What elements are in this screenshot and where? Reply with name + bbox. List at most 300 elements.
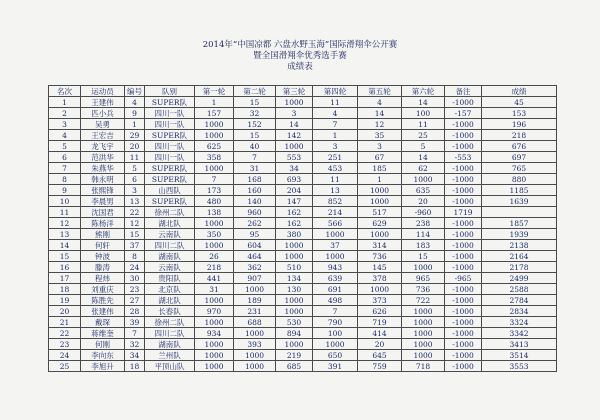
- table-cell: 1000: [276, 339, 313, 350]
- table-cell: -1000: [445, 174, 482, 185]
- table-cell: 219: [276, 350, 313, 361]
- table-cell: 李晨男: [81, 196, 125, 207]
- table-row: [49, 97, 557, 108]
- table-row: [49, 218, 557, 229]
- table-cell: 722: [402, 295, 445, 306]
- table-cell: SUPER队: [145, 97, 195, 108]
- table-cell: 510: [276, 262, 313, 273]
- table-cell: 11: [49, 207, 81, 218]
- table-cell: 32: [234, 108, 276, 119]
- table-cell: 604: [234, 240, 276, 251]
- table-cell: 蒋维奎: [81, 328, 125, 339]
- table-row: [49, 240, 557, 251]
- table-cell: 湖北队: [145, 218, 195, 229]
- table-cell: 四川一队: [145, 152, 195, 163]
- table-cell: -1000: [445, 350, 482, 361]
- table-row: [49, 361, 557, 372]
- table-cell: 1000: [402, 339, 445, 350]
- table-cell: 688: [234, 317, 276, 328]
- table-row: [49, 317, 557, 328]
- table-cell: 960: [234, 207, 276, 218]
- table-cell: 3: [313, 141, 358, 152]
- table-cell: 934: [195, 328, 234, 339]
- table-cell: 4: [358, 97, 402, 108]
- table-cell: 362: [234, 262, 276, 273]
- table-cell: 1000: [234, 350, 276, 361]
- table-cell: 王建伟: [81, 97, 125, 108]
- column-header: 第五轮: [358, 86, 402, 97]
- table-row: [49, 163, 557, 174]
- table-cell: 9: [49, 185, 81, 196]
- table-cell: -1000: [445, 229, 482, 240]
- table-cell: 880: [482, 174, 557, 185]
- table-cell: 13: [313, 185, 358, 196]
- table-row: [49, 141, 557, 152]
- table-cell: 范洪华: [81, 152, 125, 163]
- results-table: [48, 85, 557, 372]
- table-cell: 625: [195, 141, 234, 152]
- table-cell: 39: [125, 317, 145, 328]
- table-cell: 498: [313, 295, 358, 306]
- table-cell: 1000: [195, 218, 234, 229]
- table-cell: 四川二队: [145, 328, 195, 339]
- table-row: [49, 207, 557, 218]
- table-row: [49, 339, 557, 350]
- table-cell: 645: [358, 350, 402, 361]
- table-cell: 3514: [482, 350, 557, 361]
- table-cell: 965: [402, 273, 445, 284]
- main-title: 2014年“中国凉都 六盘水野玉海”国际滑翔伞公开赛: [202, 40, 398, 50]
- table-cell: 7: [234, 152, 276, 163]
- table-cell: 1000: [313, 339, 358, 350]
- table-cell: 11: [313, 97, 358, 108]
- table-cell: 13: [125, 196, 145, 207]
- table-cell: 1000: [402, 174, 445, 185]
- table-cell: 9: [125, 108, 145, 119]
- table-cell: 16: [49, 262, 81, 273]
- table-cell: -1000: [445, 119, 482, 130]
- header-row: [49, 86, 557, 97]
- table-cell: 云南队: [145, 229, 195, 240]
- table-cell: 145: [358, 262, 402, 273]
- table-cell: 37: [313, 240, 358, 251]
- table-cell: 2: [49, 108, 81, 119]
- table-cell: 7: [195, 174, 234, 185]
- column-header: 第六轮: [402, 86, 445, 97]
- table-cell: 1000: [358, 185, 402, 196]
- table-cell: 635: [402, 185, 445, 196]
- table-cell: 何轩: [81, 240, 125, 251]
- table-cell: 7: [313, 119, 358, 130]
- table-cell: 8: [49, 174, 81, 185]
- table-cell: 453: [313, 163, 358, 174]
- table-cell: 907: [234, 273, 276, 284]
- table-cell: 1000: [195, 317, 234, 328]
- table-cell: 李旭升: [81, 361, 125, 372]
- column-header: 第三轮: [276, 86, 313, 97]
- table-cell: 183: [402, 240, 445, 251]
- table-cell: 1719: [445, 207, 482, 218]
- table-cell: 189: [234, 295, 276, 306]
- column-header: 成绩: [482, 86, 557, 97]
- table-cell: 1000: [402, 306, 445, 317]
- column-header: 运动员: [81, 86, 125, 97]
- table-cell: 970: [195, 306, 234, 317]
- table-cell: 21: [49, 317, 81, 328]
- table-cell: 1000: [313, 229, 358, 240]
- table-cell: 平顶山队: [145, 361, 195, 372]
- table-cell: 4: [313, 108, 358, 119]
- table-cell: 3413: [482, 339, 557, 350]
- table-cell: 18: [49, 284, 81, 295]
- table-cell: 1000: [195, 130, 234, 141]
- table-cell: 陈胜先: [81, 295, 125, 306]
- table-cell: 790: [313, 317, 358, 328]
- table-cell: -1000: [445, 262, 482, 273]
- table-cell: 691: [313, 284, 358, 295]
- column-header: 编号: [125, 86, 145, 97]
- table-cell: 2164: [482, 251, 557, 262]
- table-cell: 4: [49, 130, 81, 141]
- table-cell: 441: [195, 273, 234, 284]
- table-cell: 1000: [195, 350, 234, 361]
- table-cell: 30: [125, 273, 145, 284]
- table-row: [49, 350, 557, 361]
- table-cell: 何刚: [81, 339, 125, 350]
- table-cell: 1: [358, 174, 402, 185]
- table-cell: 218: [195, 262, 234, 273]
- table-cell: 639: [313, 273, 358, 284]
- table-cell: 142: [276, 130, 313, 141]
- table-cell: 1000: [195, 240, 234, 251]
- table-cell: 152: [234, 119, 276, 130]
- table-cell: 231: [234, 306, 276, 317]
- table-cell: 12: [358, 119, 402, 130]
- table-cell: 13: [49, 229, 81, 240]
- table-cell: 3: [49, 119, 81, 130]
- table-cell: 34: [125, 350, 145, 361]
- table-cell: 34: [276, 163, 313, 174]
- table-cell: 566: [313, 218, 358, 229]
- table-cell: 1000: [358, 196, 402, 207]
- table-cell: 匹小兵: [81, 108, 125, 119]
- table-cell: 693: [276, 174, 313, 185]
- table-cell: 龙飞宇: [81, 141, 125, 152]
- table-cell: 100: [313, 328, 358, 339]
- table-cell: SUPER队: [145, 196, 195, 207]
- table-cell: -960: [402, 207, 445, 218]
- table-cell: 3: [276, 108, 313, 119]
- table-cell: 1000: [276, 306, 313, 317]
- table-cell: 697: [482, 152, 557, 163]
- table-cell: 204: [276, 185, 313, 196]
- table-cell: 517: [358, 207, 402, 218]
- table-row: [49, 108, 557, 119]
- table-cell: 3324: [482, 317, 557, 328]
- table-cell: 15: [49, 251, 81, 262]
- table-cell: 350: [195, 229, 234, 240]
- table-cell: 25: [402, 130, 445, 141]
- table-cell: 45: [482, 97, 557, 108]
- table-cell: 1000: [195, 295, 234, 306]
- table-cell: 1000: [358, 284, 402, 295]
- table-cell: 24: [125, 262, 145, 273]
- table-cell: 3: [125, 185, 145, 196]
- table-cell: 378: [358, 273, 402, 284]
- table-cell: 2588: [482, 284, 557, 295]
- table-cell: 11: [402, 119, 445, 130]
- table-cell: 10: [49, 196, 81, 207]
- table-cell: 214: [313, 207, 358, 218]
- table-cell: 218: [482, 130, 557, 141]
- table-cell: 1000: [234, 361, 276, 372]
- table-cell: 刘重庆: [81, 284, 125, 295]
- table-cell: 陈杨洋: [81, 218, 125, 229]
- table-cell: 40: [234, 141, 276, 152]
- table-cell: 35: [358, 130, 402, 141]
- table-row: [49, 152, 557, 163]
- table-cell: 22: [125, 207, 145, 218]
- table-cell: 20: [125, 141, 145, 152]
- table-cell: 626: [358, 306, 402, 317]
- table-cell: -157: [445, 108, 482, 119]
- table-row: [49, 229, 557, 240]
- table-cell: 2499: [482, 273, 557, 284]
- table-cell: 20: [49, 306, 81, 317]
- table-cell: 湖南队: [145, 251, 195, 262]
- table-cell: 湖北队: [145, 295, 195, 306]
- table-cell: 沈国君: [81, 207, 125, 218]
- table-cell: 吴勇: [81, 119, 125, 130]
- table-cell: 414: [358, 328, 402, 339]
- table-cell: 7: [125, 328, 145, 339]
- table-cell: 943: [313, 262, 358, 273]
- table-cell: -1000: [445, 251, 482, 262]
- table-cell: 114: [402, 229, 445, 240]
- table-cell: 15: [234, 130, 276, 141]
- table-cell: 314: [358, 240, 402, 251]
- table-cell: 24: [49, 350, 81, 361]
- table-cell: 徐州二队: [145, 317, 195, 328]
- table-cell: 852: [313, 196, 358, 207]
- table-cell: 18: [125, 361, 145, 372]
- table-cell: -1000: [445, 317, 482, 328]
- table-cell: 100: [402, 108, 445, 119]
- table-row: [49, 196, 557, 207]
- table-cell: 四川一队: [145, 119, 195, 130]
- table-cell: 22: [49, 328, 81, 339]
- table-cell: 1000: [358, 229, 402, 240]
- table-cell: 滕涛: [81, 262, 125, 273]
- table-cell: 358: [195, 152, 234, 163]
- table-cell: 1939: [482, 229, 557, 240]
- table-cell: SUPER队: [145, 174, 195, 185]
- table-cell: 李向东: [81, 350, 125, 361]
- table-cell: 1000: [195, 339, 234, 350]
- table-cell: 1000: [276, 251, 313, 262]
- table-cell: 168: [234, 174, 276, 185]
- table-cell: 765: [482, 163, 557, 174]
- table-cell: 1000: [195, 119, 234, 130]
- table-cell: 1000: [234, 284, 276, 295]
- table-cell: 31: [234, 163, 276, 174]
- table-cell: 629: [358, 218, 402, 229]
- table-cell: 140: [234, 196, 276, 207]
- table-cell: 162: [276, 207, 313, 218]
- table-cell: 四川二队: [145, 240, 195, 251]
- column-header: 名次: [49, 86, 81, 97]
- table-cell: 14: [276, 119, 313, 130]
- table-cell: 153: [482, 108, 557, 119]
- table-cell: 185: [358, 163, 402, 174]
- column-header: 队别: [145, 86, 195, 97]
- table-cell: -1000: [445, 97, 482, 108]
- table-row: [49, 273, 557, 284]
- table-row: [49, 284, 557, 295]
- table-row: [49, 119, 557, 130]
- table-cell: 1000: [402, 350, 445, 361]
- table-cell: 62: [402, 163, 445, 174]
- table-cell: 2138: [482, 240, 557, 251]
- table-cell: 1000: [313, 251, 358, 262]
- table-cell: 14: [358, 108, 402, 119]
- table-cell: -1000: [445, 295, 482, 306]
- table-cell: 20: [402, 196, 445, 207]
- table-cell: 31: [195, 284, 234, 295]
- table-cell: 徐州二队: [145, 207, 195, 218]
- table-row: [49, 328, 557, 339]
- table-cell: 147: [276, 196, 313, 207]
- table-row: [49, 251, 557, 262]
- table-cell: 160: [234, 185, 276, 196]
- table-cell: 1000: [234, 328, 276, 339]
- table-cell: 15: [234, 97, 276, 108]
- table-cell: 15: [125, 229, 145, 240]
- table-cell: 464: [234, 251, 276, 262]
- table-row: [49, 262, 557, 273]
- table-cell: 15: [402, 251, 445, 262]
- table-cell: 134: [276, 273, 313, 284]
- table-cell: 3342: [482, 328, 557, 339]
- column-header: 第四轮: [313, 86, 358, 97]
- table-cell: -1000: [445, 328, 482, 339]
- column-header: 第二轮: [234, 86, 276, 97]
- table-cell: 27: [125, 295, 145, 306]
- table-cell: 26: [195, 251, 234, 262]
- table-cell: 1000: [195, 361, 234, 372]
- table-cell: 130: [276, 284, 313, 295]
- table-cell: 贵阳队: [145, 273, 195, 284]
- table-cell: -1000: [445, 339, 482, 350]
- table-cell: -965: [445, 273, 482, 284]
- table-cell: 5: [49, 141, 81, 152]
- table-cell: 95: [234, 229, 276, 240]
- table-cell: 5: [402, 141, 445, 152]
- table-cell: 736: [402, 284, 445, 295]
- table-cell: 719: [358, 317, 402, 328]
- table-cell: 1: [313, 130, 358, 141]
- table-cell: 1000: [276, 141, 313, 152]
- table-cell: 8: [125, 251, 145, 262]
- table-cell: 894: [276, 328, 313, 339]
- table-cell: -1000: [445, 141, 482, 152]
- table-cell: 韩永明: [81, 174, 125, 185]
- table-cell: 7: [49, 163, 81, 174]
- table-cell: 25: [49, 361, 81, 372]
- table-cell: 23: [49, 339, 81, 350]
- table-cell: 251: [313, 152, 358, 163]
- table-cell: -1000: [445, 361, 482, 372]
- table-cell: 1000: [276, 295, 313, 306]
- table-cell: 373: [358, 295, 402, 306]
- table-cell: 32: [125, 339, 145, 350]
- table-cell: 6: [125, 174, 145, 185]
- table-cell: 238: [402, 218, 445, 229]
- table-cell: -1000: [445, 185, 482, 196]
- table-cell: [482, 207, 557, 218]
- table-cell: -553: [445, 152, 482, 163]
- table-cell: 391: [313, 361, 358, 372]
- table-cell: 650: [313, 350, 358, 361]
- table-cell: 3: [358, 141, 402, 152]
- table-cell: 12: [125, 218, 145, 229]
- results-body: [49, 97, 557, 372]
- column-header: 备注: [445, 86, 482, 97]
- table-cell: 138: [195, 207, 234, 218]
- table-row: [49, 185, 557, 196]
- table-row: [49, 306, 557, 317]
- table-cell: 1: [125, 119, 145, 130]
- table-cell: -1000: [445, 240, 482, 251]
- table-cell: 480: [195, 196, 234, 207]
- table-row: [49, 295, 557, 306]
- table-cell: 14: [402, 97, 445, 108]
- table-cell: -1000: [445, 306, 482, 317]
- table-cell: 1857: [482, 218, 557, 229]
- table-cell: 1000: [402, 317, 445, 328]
- table-cell: 张熙锋: [81, 185, 125, 196]
- table-cell: 157: [195, 108, 234, 119]
- table-cell: 11: [125, 152, 145, 163]
- table-cell: 长春队: [145, 306, 195, 317]
- table-cell: 37: [125, 240, 145, 251]
- table-cell: 28: [125, 306, 145, 317]
- table-cell: 173: [195, 185, 234, 196]
- table-row: [49, 130, 557, 141]
- table-cell: 5: [125, 163, 145, 174]
- table-cell: 湖南队: [145, 339, 195, 350]
- table-cell: -1000: [445, 130, 482, 141]
- table-cell: 1: [49, 97, 81, 108]
- table-cell: 676: [482, 141, 557, 152]
- table-cell: 11: [313, 174, 358, 185]
- table-cell: 736: [358, 251, 402, 262]
- table-cell: 戴琛: [81, 317, 125, 328]
- table-cell: 张建伟: [81, 306, 125, 317]
- table-cell: 553: [276, 152, 313, 163]
- table-cell: 1000: [195, 163, 234, 174]
- table-cell: 2784: [482, 295, 557, 306]
- table-cell: 山西队: [145, 185, 195, 196]
- sub-title: 暨全国滑翔伞优秀选手赛: [253, 51, 347, 61]
- table-cell: 14: [49, 240, 81, 251]
- table-cell: 1: [195, 97, 234, 108]
- table-cell: 530: [276, 317, 313, 328]
- table-cell: SUPER队: [145, 130, 195, 141]
- table-cell: 393: [234, 339, 276, 350]
- table-cell: -1000: [445, 163, 482, 174]
- table-cell: 759: [358, 361, 402, 372]
